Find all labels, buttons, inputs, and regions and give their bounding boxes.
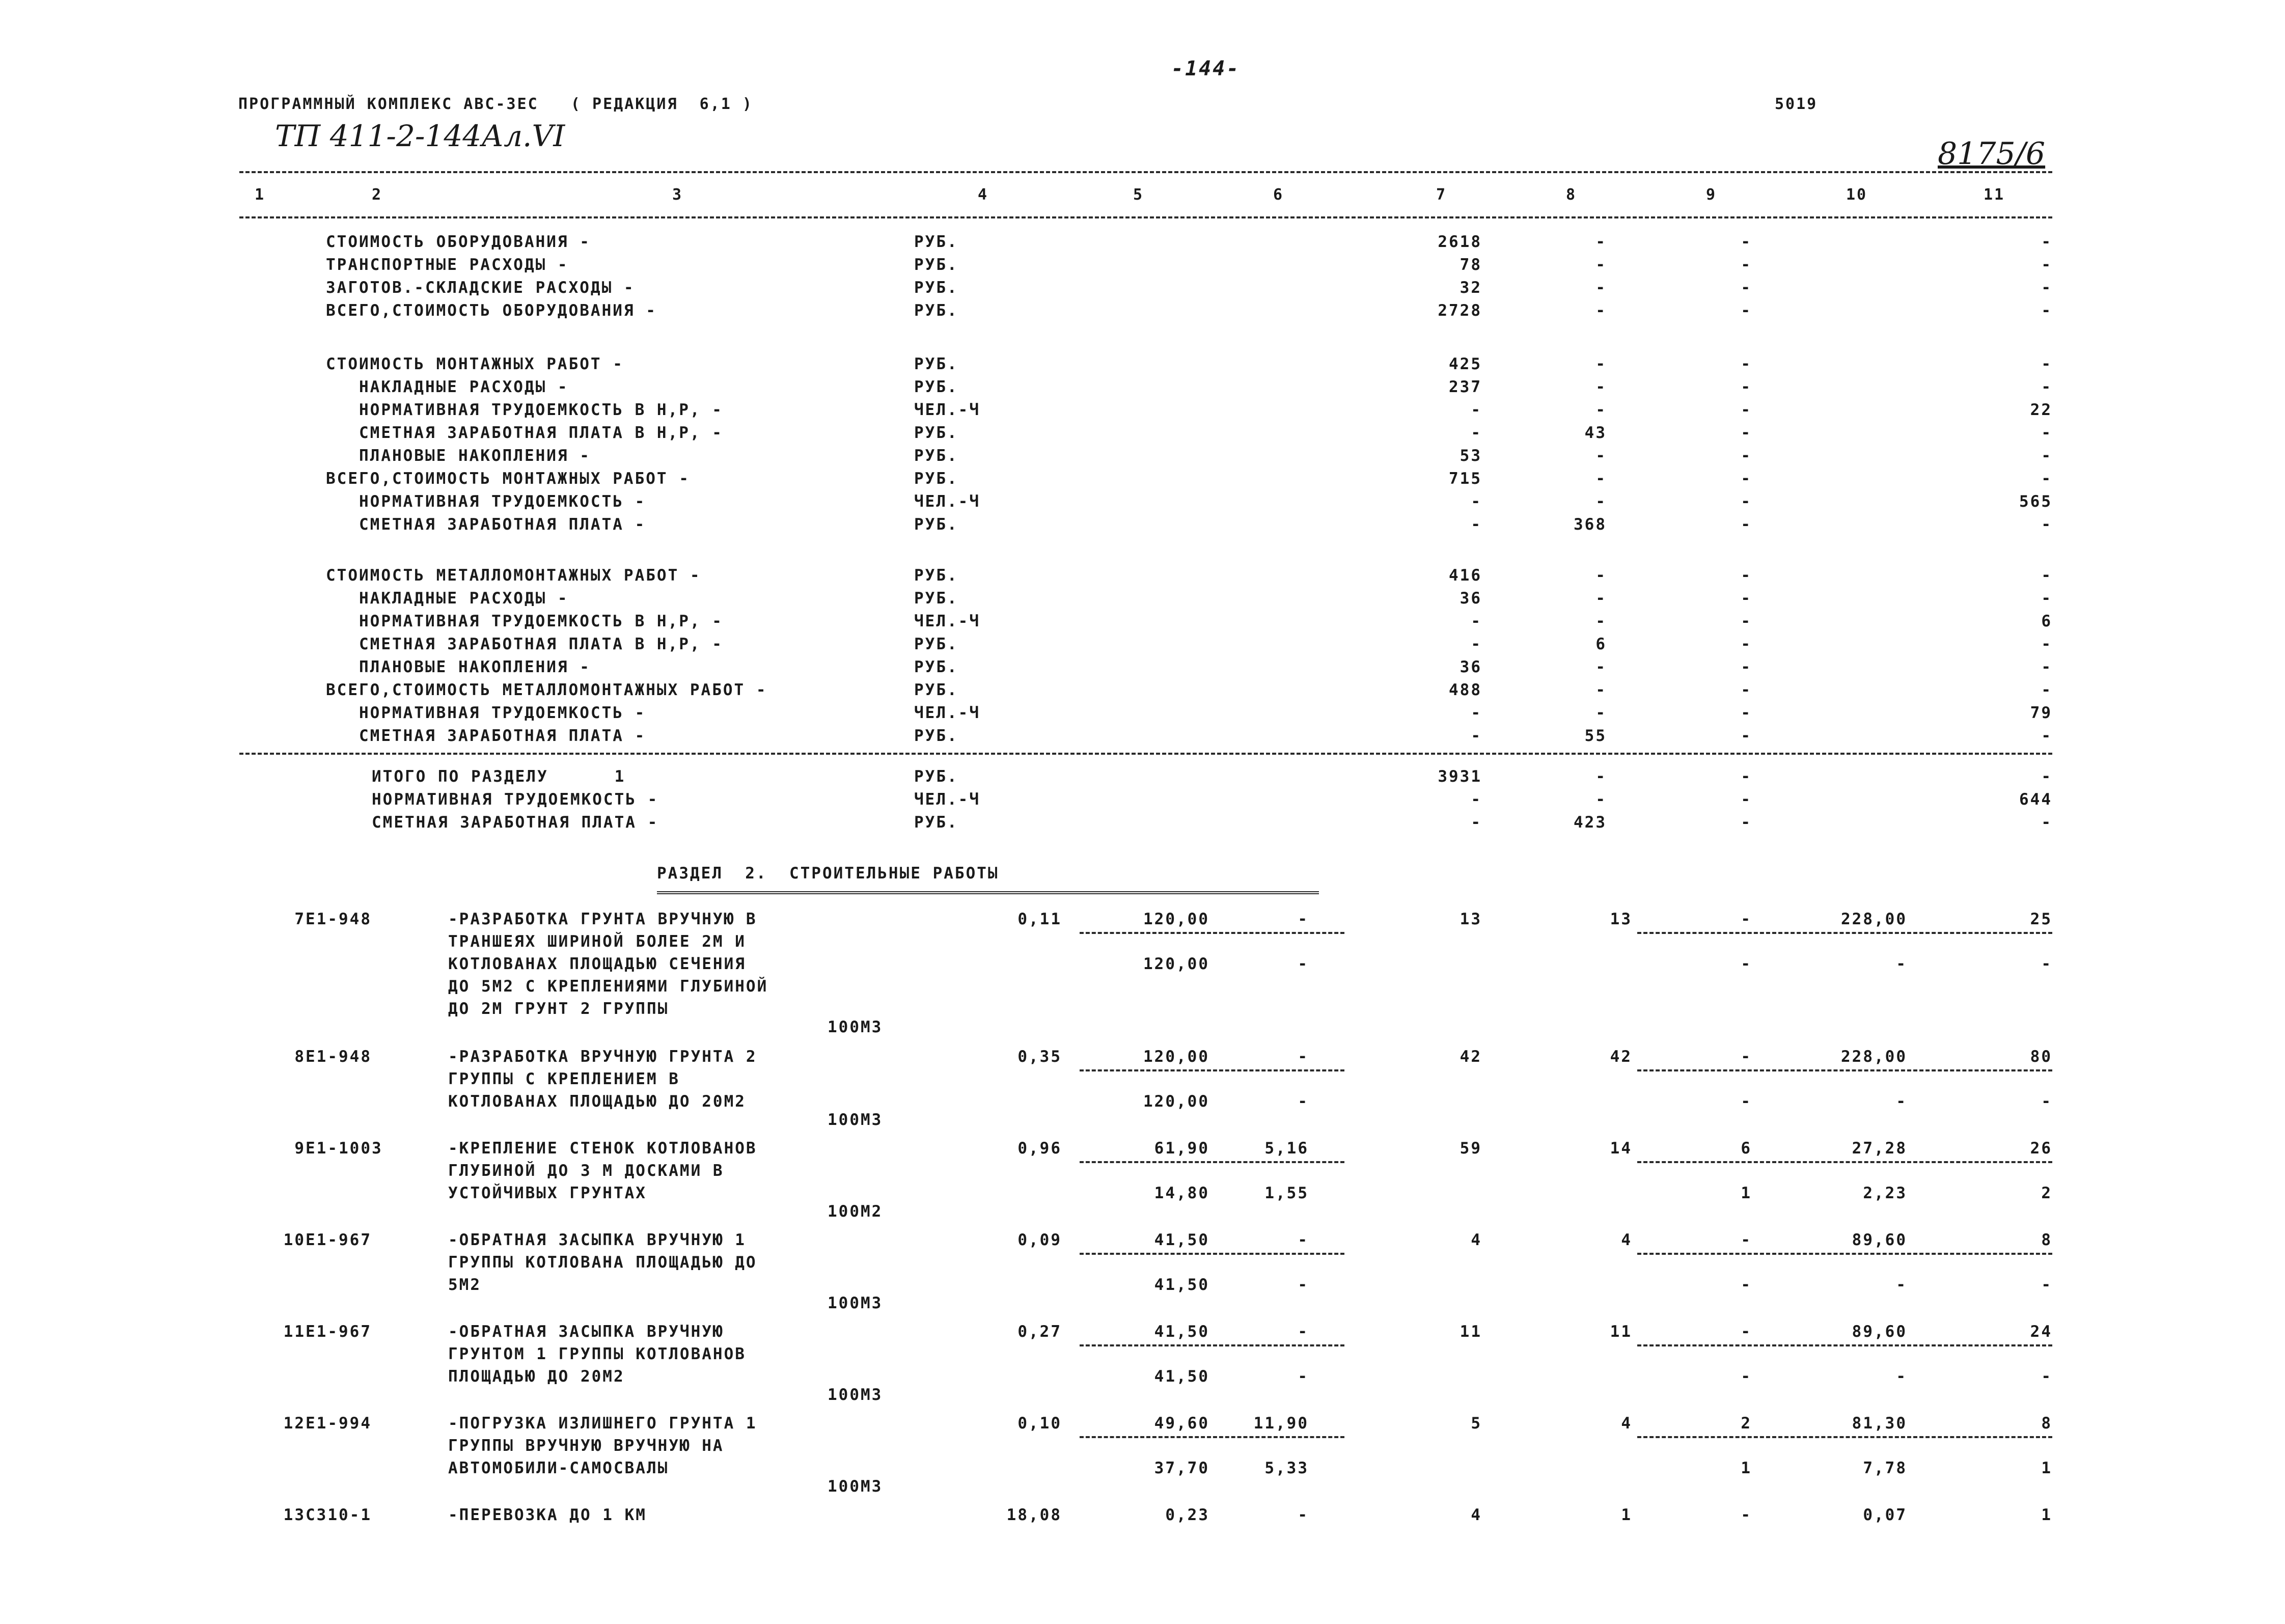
row-col11: -: [2041, 424, 2052, 442]
item-col11-sub: -: [2041, 1092, 2052, 1111]
item-col9-sub: 1: [1741, 1184, 1752, 1202]
row-col11: -: [2041, 635, 2052, 653]
total-col9: -: [1741, 813, 1752, 832]
item-col6-sub: -: [1298, 1367, 1309, 1386]
total-col11: -: [2041, 767, 2052, 786]
row-name: НОРМАТИВНАЯ ТРУДОЕМКОСТЬ В Н,Р, -: [326, 612, 723, 630]
row-col7: 36: [1460, 658, 1482, 676]
item-description-line: -ПОГРУЗКА ИЗЛИШНЕГО ГРУНТА 1: [448, 1414, 757, 1433]
item-separator: [1637, 932, 2052, 934]
row-col9: -: [1741, 279, 1752, 297]
row-col7: -: [1471, 515, 1482, 534]
row-col11: -: [2041, 681, 2052, 699]
row-col9: -: [1741, 378, 1752, 396]
row-col8: -: [1595, 612, 1607, 630]
row-col8: -: [1595, 233, 1607, 251]
column-header: 1: [255, 186, 266, 204]
row-name: СТОИМОСТЬ МЕТАЛЛОМОНТАЖНЫХ РАБОТ -: [326, 566, 701, 585]
total-col9: -: [1741, 790, 1752, 809]
row-col9: -: [1741, 589, 1752, 608]
row-unit: РУБ.: [914, 233, 958, 251]
row-name: НОРМАТИВНАЯ ТРУДОЕМКОСТЬ В Н,Р, -: [326, 401, 723, 419]
item-col10: 228,00: [1841, 910, 1907, 928]
item-description-line: ГРУППЫ С КРЕПЛЕНИЕМ В: [448, 1070, 680, 1088]
row-unit: РУБ.: [914, 355, 958, 373]
total-unit: ЧЕЛ.-Ч: [914, 790, 980, 809]
item-description-line: ГРУППЫ ВРУЧНУЮ ВРУЧНУЮ НА: [448, 1437, 724, 1455]
item-description-line: ТРАНШЕЯХ ШИРИНОЙ БОЛЕЕ 2М И: [448, 932, 746, 951]
total-name: ИТОГО ПО РАЗДЕЛУ 1: [372, 767, 626, 786]
item-number: 7: [294, 910, 306, 928]
row-col7: -: [1471, 727, 1482, 745]
item-col5-sub: 41,50: [1154, 1367, 1209, 1386]
row-name: НАКЛАДНЫЕ РАСХОДЫ -: [326, 589, 569, 608]
item-col11-sub: -: [2041, 955, 2052, 973]
item-col10: 89,60: [1852, 1323, 1907, 1341]
total-col7: -: [1471, 790, 1482, 809]
row-name: ПЛАНОВЫЕ НАКОПЛЕНИЯ -: [326, 658, 591, 676]
row-unit: РУБ.: [914, 256, 958, 274]
item-col8: 4: [1621, 1231, 1632, 1249]
item-col4: 0,35: [1017, 1048, 1062, 1066]
row-name: ВСЕГО,СТОИМОСТЬ ОБОРУДОВАНИЯ -: [326, 301, 657, 320]
handwritten-stamp-left: ТП 411-2-144Ал.VI: [275, 119, 565, 153]
item-col11: 26: [2030, 1139, 2052, 1158]
item-col6: 5,16: [1264, 1139, 1309, 1158]
item-separator: [1637, 1069, 2052, 1071]
row-col11: -: [2041, 589, 2052, 608]
row-col9: -: [1741, 447, 1752, 465]
column-header: 7: [1436, 186, 1447, 204]
section-title: РАЗДЕЛ 2. СТРОИТЕЛЬНЫЕ РАБОТЫ: [657, 864, 999, 883]
item-col6: -: [1298, 1506, 1309, 1524]
item-col9-sub: -: [1741, 1092, 1752, 1111]
doc-code: 5019: [1775, 95, 1818, 113]
item-col5: 0,23: [1165, 1506, 1209, 1524]
row-name: СМЕТНАЯ ЗАРАБОТНАЯ ПЛАТА В Н,Р, -: [326, 424, 723, 442]
item-col11: 24: [2030, 1323, 2052, 1341]
section-title-underline: [657, 891, 1319, 894]
item-col6: -: [1298, 1323, 1309, 1341]
row-col11: -: [2041, 301, 2052, 320]
row-col11: -: [2041, 256, 2052, 274]
row-unit: ЧЕЛ.-Ч: [914, 704, 980, 722]
row-name: СМЕТНАЯ ЗАРАБОТНАЯ ПЛАТА В Н,Р, -: [326, 635, 723, 653]
item-description-line: -КРЕПЛЕНИЕ СТЕНОК КОТЛОВАНОВ: [448, 1139, 757, 1158]
item-col9: -: [1741, 910, 1752, 928]
total-col8: -: [1595, 767, 1607, 786]
row-unit: РУБ.: [914, 378, 958, 396]
total-col11: -: [2041, 813, 2052, 832]
item-col10: 27,28: [1852, 1139, 1907, 1158]
item-col4: 0,10: [1017, 1414, 1062, 1433]
item-measure: 100М3: [828, 1477, 883, 1496]
row-unit: РУБ.: [914, 470, 958, 488]
row-col7: -: [1471, 401, 1482, 419]
item-description-line: -РАЗРАБОТКА ГРУНТА ВРУЧНУЮ В: [448, 910, 757, 928]
row-col8: 368: [1574, 515, 1607, 534]
row-unit: РУБ.: [914, 515, 958, 534]
page-number: -144-: [1171, 57, 1241, 80]
row-name: СМЕТНАЯ ЗАРАБОТНАЯ ПЛАТА -: [326, 515, 646, 534]
item-col8: 13: [1610, 910, 1632, 928]
row-col11: -: [2041, 515, 2052, 534]
item-col10: 0,07: [1863, 1506, 1907, 1524]
row-col11: -: [2041, 378, 2052, 396]
row-col8: -: [1595, 658, 1607, 676]
section-rule: [239, 753, 2052, 755]
item-description-line: ДО 2М ГРУНТ 2 ГРУППЫ: [448, 1000, 669, 1018]
item-description-line: 5М2: [448, 1276, 481, 1294]
item-description-line: ГРУППЫ КОТЛОВАНА ПЛОЩАДЬЮ ДО: [448, 1253, 757, 1272]
item-col5: 41,50: [1154, 1231, 1209, 1249]
row-col9: -: [1741, 635, 1752, 653]
item-col6-sub: 5,33: [1264, 1459, 1309, 1477]
item-col4: 0,27: [1017, 1323, 1062, 1341]
item-col6-sub: -: [1298, 955, 1309, 973]
item-separator: [1080, 1253, 1344, 1255]
item-description-line: -ПЕРЕВОЗКА ДО 1 КМ: [448, 1506, 647, 1524]
row-name: ТРАНСПОРТНЫЕ РАСХОДЫ -: [326, 256, 569, 274]
item-description-line: -ОБРАТНАЯ ЗАСЫПКА ВРУЧНУЮ: [448, 1323, 724, 1341]
row-col8: -: [1595, 378, 1607, 396]
item-col6: -: [1298, 910, 1309, 928]
item-col5: 120,00: [1143, 910, 1209, 928]
item-code: Е1-948: [306, 910, 372, 928]
row-col7: -: [1471, 612, 1482, 630]
item-col5-sub: 120,00: [1143, 955, 1209, 973]
item-col4: 0,09: [1017, 1231, 1062, 1249]
item-col6: -: [1298, 1048, 1309, 1066]
item-col9: -: [1741, 1506, 1752, 1524]
row-col7: 2728: [1438, 301, 1482, 320]
item-col7: 5: [1471, 1414, 1482, 1433]
row-col8: -: [1595, 704, 1607, 722]
row-col9: -: [1741, 424, 1752, 442]
row-col7: -: [1471, 424, 1482, 442]
item-col7: 4: [1471, 1231, 1482, 1249]
row-col9: -: [1741, 401, 1752, 419]
row-unit: РУБ.: [914, 681, 958, 699]
item-code: Е1-967: [306, 1231, 372, 1249]
row-col8: -: [1595, 470, 1607, 488]
row-col7: 78: [1460, 256, 1482, 274]
row-col11: 6: [2041, 612, 2052, 630]
program-line: ПРОГРАММНЫЙ КОМПЛЕКС АВС-3ЕС ( РЕДАКЦИЯ 6,1 ): [238, 95, 753, 113]
item-measure: 100М3: [828, 1018, 883, 1036]
row-unit: РУБ.: [914, 635, 958, 653]
row-name: НОРМАТИВНАЯ ТРУДОЕМКОСТЬ -: [326, 704, 646, 722]
row-col7: 488: [1449, 681, 1482, 699]
row-col7: 53: [1460, 447, 1482, 465]
column-header: 9: [1706, 186, 1717, 204]
row-col7: -: [1471, 704, 1482, 722]
row-col11: -: [2041, 470, 2052, 488]
total-name: СМЕТНАЯ ЗАРАБОТНАЯ ПЛАТА -: [372, 813, 659, 832]
row-col7: 425: [1449, 355, 1482, 373]
item-col9-sub: -: [1741, 1367, 1752, 1386]
item-description-line: КОТЛОВАНАХ ПЛОЩАДЬЮ СЕЧЕНИЯ: [448, 955, 746, 973]
row-col8: -: [1595, 401, 1607, 419]
item-col7: 59: [1460, 1139, 1482, 1158]
item-number: 11: [283, 1323, 306, 1341]
row-col7: 237: [1449, 378, 1482, 396]
item-col5-sub: 14,80: [1154, 1184, 1209, 1202]
item-code: Е1-1003: [306, 1139, 383, 1158]
row-name: ПЛАНОВЫЕ НАКОПЛЕНИЯ -: [326, 447, 591, 465]
item-col8: 1: [1621, 1506, 1632, 1524]
total-col8: -: [1595, 790, 1607, 809]
row-name: ВСЕГО,СТОИМОСТЬ МОНТАЖНЫХ РАБОТ -: [326, 470, 690, 488]
total-name: НОРМАТИВНАЯ ТРУДОЕМКОСТЬ -: [372, 790, 659, 809]
row-unit: РУБ.: [914, 727, 958, 745]
header-rule-bottom: [239, 216, 2052, 218]
column-header: 6: [1273, 186, 1284, 204]
item-col10: 89,60: [1852, 1231, 1907, 1249]
row-col8: -: [1595, 492, 1607, 511]
column-header: 11: [1984, 186, 2005, 204]
handwritten-stamp-right: 8175/6: [1938, 136, 2046, 172]
total-unit: РУБ.: [914, 767, 958, 786]
item-col11-sub: -: [2041, 1276, 2052, 1294]
item-col11-sub: 2: [2041, 1184, 2052, 1202]
row-col9: -: [1741, 658, 1752, 676]
item-col4: 0,96: [1017, 1139, 1062, 1158]
row-col9: -: [1741, 704, 1752, 722]
row-name: СМЕТНАЯ ЗАРАБОТНАЯ ПЛАТА -: [326, 727, 646, 745]
item-number: 9: [294, 1139, 306, 1158]
item-col10-sub: 2,23: [1863, 1184, 1907, 1202]
row-col9: -: [1741, 492, 1752, 511]
item-separator: [1637, 1161, 2052, 1163]
item-col8: 42: [1610, 1048, 1632, 1066]
item-col5: 49,60: [1154, 1414, 1209, 1433]
item-col8: 4: [1621, 1414, 1632, 1433]
row-col11: -: [2041, 566, 2052, 585]
header-rule-top: [239, 171, 2052, 173]
item-col7: 4: [1471, 1506, 1482, 1524]
item-separator: [1080, 932, 1344, 934]
item-col5: 41,50: [1154, 1323, 1209, 1341]
row-col11: -: [2041, 727, 2052, 745]
item-code: Е1-948: [306, 1048, 372, 1066]
row-unit: ЧЕЛ.-Ч: [914, 612, 980, 630]
item-col10: 228,00: [1841, 1048, 1907, 1066]
item-separator: [1080, 1069, 1344, 1071]
row-col7: 32: [1460, 279, 1482, 297]
item-col9: 2: [1741, 1414, 1752, 1433]
item-description-line: -ОБРАТНАЯ ЗАСЫПКА ВРУЧНУЮ 1: [448, 1231, 746, 1249]
row-col11: -: [2041, 233, 2052, 251]
row-unit: РУБ.: [914, 301, 958, 320]
row-col11: 22: [2030, 401, 2052, 419]
item-col9: -: [1741, 1323, 1752, 1341]
row-col8: 43: [1584, 424, 1607, 442]
item-number: 12: [283, 1414, 306, 1433]
column-header: 8: [1566, 186, 1577, 204]
item-col5: 61,90: [1154, 1139, 1209, 1158]
item-description-line: ГЛУБИНОЙ ДО 3 М ДОСКАМИ В: [448, 1162, 724, 1180]
row-name: ЗАГОТОВ.-СКЛАДСКИЕ РАСХОДЫ -: [326, 279, 635, 297]
item-col9-sub: 1: [1741, 1459, 1752, 1477]
item-col7: 11: [1460, 1323, 1482, 1341]
row-col9: -: [1741, 233, 1752, 251]
item-separator: [1637, 1344, 2052, 1346]
row-col9: -: [1741, 681, 1752, 699]
item-col9: 6: [1741, 1139, 1752, 1158]
item-separator: [1080, 1161, 1344, 1163]
item-col9: -: [1741, 1231, 1752, 1249]
item-separator: [1637, 1436, 2052, 1438]
row-col11: -: [2041, 355, 2052, 373]
row-col9: -: [1741, 566, 1752, 585]
row-col8: -: [1595, 681, 1607, 699]
row-col7: -: [1471, 492, 1482, 511]
row-unit: РУБ.: [914, 566, 958, 585]
item-description-line: ГРУНТОМ 1 ГРУППЫ КОТЛОВАНОВ: [448, 1345, 746, 1363]
column-header: 5: [1133, 186, 1144, 204]
row-col11: 565: [2019, 492, 2052, 511]
item-separator: [1080, 1344, 1344, 1346]
item-number: 8: [294, 1048, 306, 1066]
item-separator: [1080, 1436, 1344, 1438]
item-measure: 100М3: [828, 1111, 883, 1129]
item-col4: 18,08: [1006, 1506, 1062, 1524]
item-measure: 100М3: [828, 1294, 883, 1312]
item-code: Е1-994: [306, 1414, 372, 1433]
total-unit: РУБ.: [914, 813, 958, 832]
row-col7: 2618: [1438, 233, 1482, 251]
row-col9: -: [1741, 256, 1752, 274]
item-col6-sub: 1,55: [1264, 1184, 1309, 1202]
item-col11: 8: [2041, 1231, 2052, 1249]
row-col8: -: [1595, 589, 1607, 608]
item-col8: 11: [1610, 1323, 1632, 1341]
total-col11: 644: [2019, 790, 2052, 809]
item-col11: 25: [2030, 910, 2052, 928]
item-description-line: ДО 5М2 С КРЕПЛЕНИЯМИ ГЛУБИНОЙ: [448, 977, 768, 996]
row-col7: 715: [1449, 470, 1482, 488]
row-col11: -: [2041, 279, 2052, 297]
total-col7: -: [1471, 813, 1482, 832]
item-description-line: УСТОЙЧИВЫХ ГРУНТАХ: [448, 1184, 647, 1202]
row-col8: -: [1595, 256, 1607, 274]
row-unit: РУБ.: [914, 658, 958, 676]
item-col11-sub: -: [2041, 1367, 2052, 1386]
row-col7: 36: [1460, 589, 1482, 608]
row-col9: -: [1741, 355, 1752, 373]
item-col9-sub: -: [1741, 955, 1752, 973]
item-col11: 80: [2030, 1048, 2052, 1066]
item-col6: -: [1298, 1231, 1309, 1249]
item-col10-sub: -: [1896, 1276, 1907, 1294]
item-col10-sub: -: [1896, 955, 1907, 973]
row-col7: 416: [1449, 566, 1482, 585]
item-description-line: КОТЛОВАНАХ ПЛОЩАДЬЮ ДО 20М2: [448, 1092, 746, 1111]
row-name: ВСЕГО,СТОИМОСТЬ МЕТАЛЛОМОНТАЖНЫХ РАБОТ -: [326, 681, 767, 699]
column-header: 3: [672, 186, 683, 204]
row-unit: РУБ.: [914, 447, 958, 465]
row-col9: -: [1741, 612, 1752, 630]
row-unit: ЧЕЛ.-Ч: [914, 401, 980, 419]
item-col10-sub: -: [1896, 1367, 1907, 1386]
row-name: НАКЛАДНЫЕ РАСХОДЫ -: [326, 378, 569, 396]
row-col8: 6: [1595, 635, 1607, 653]
row-name: СТОИМОСТЬ МОНТАЖНЫХ РАБОТ -: [326, 355, 624, 373]
row-col8: -: [1595, 566, 1607, 585]
item-col5-sub: 37,70: [1154, 1459, 1209, 1477]
item-col11: 8: [2041, 1414, 2052, 1433]
item-col6: 11,90: [1253, 1414, 1309, 1433]
item-col6-sub: -: [1298, 1092, 1309, 1111]
item-code: Е1-967: [306, 1323, 372, 1341]
item-col5-sub: 120,00: [1143, 1092, 1209, 1111]
item-separator: [1637, 1253, 2052, 1255]
row-col9: -: [1741, 470, 1752, 488]
total-col8: 423: [1574, 813, 1607, 832]
item-col11-sub: 1: [2041, 1459, 2052, 1477]
row-col9: -: [1741, 301, 1752, 320]
column-header: 2: [372, 186, 383, 204]
item-col5: 120,00: [1143, 1048, 1209, 1066]
total-col7: 3931: [1438, 767, 1482, 786]
row-col8: 55: [1584, 727, 1607, 745]
row-col8: -: [1595, 447, 1607, 465]
item-number: 13: [283, 1506, 306, 1524]
item-description-line: ПЛОЩАДЬЮ ДО 20М2: [448, 1367, 625, 1386]
item-code: С310-1: [306, 1506, 372, 1524]
row-col9: -: [1741, 727, 1752, 745]
item-col10-sub: -: [1896, 1092, 1907, 1111]
row-name: СТОИМОСТЬ ОБОРУДОВАНИЯ -: [326, 233, 591, 251]
item-col7: 13: [1460, 910, 1482, 928]
item-col10: 81,30: [1852, 1414, 1907, 1433]
row-name: НОРМАТИВНАЯ ТРУДОЕМКОСТЬ -: [326, 492, 646, 511]
item-description-line: -РАЗРАБОТКА ВРУЧНУЮ ГРУНТА 2: [448, 1048, 757, 1066]
column-header: 10: [1846, 186, 1868, 204]
item-col10-sub: 7,78: [1863, 1459, 1907, 1477]
row-col8: -: [1595, 301, 1607, 320]
item-col11: 1: [2041, 1506, 2052, 1524]
row-unit: РУБ.: [914, 589, 958, 608]
item-measure: 100М2: [828, 1202, 883, 1221]
row-unit: РУБ.: [914, 424, 958, 442]
item-col7: 42: [1460, 1048, 1482, 1066]
row-col8: -: [1595, 355, 1607, 373]
row-col11: 79: [2030, 704, 2052, 722]
item-number: 10: [283, 1231, 306, 1249]
row-unit: РУБ.: [914, 279, 958, 297]
row-col7: -: [1471, 635, 1482, 653]
row-col11: -: [2041, 658, 2052, 676]
item-col9: -: [1741, 1048, 1752, 1066]
row-col8: -: [1595, 279, 1607, 297]
item-description-line: АВТОМОБИЛИ-САМОСВАЛЫ: [448, 1459, 669, 1477]
item-col9-sub: -: [1741, 1276, 1752, 1294]
item-measure: 100М3: [828, 1386, 883, 1404]
item-col5-sub: 41,50: [1154, 1276, 1209, 1294]
item-col8: 14: [1610, 1139, 1632, 1158]
column-header: 4: [978, 186, 989, 204]
item-col4: 0,11: [1017, 910, 1062, 928]
item-col6-sub: -: [1298, 1276, 1309, 1294]
row-unit: ЧЕЛ.-Ч: [914, 492, 980, 511]
row-col11: -: [2041, 447, 2052, 465]
row-col9: -: [1741, 515, 1752, 534]
total-col9: -: [1741, 767, 1752, 786]
